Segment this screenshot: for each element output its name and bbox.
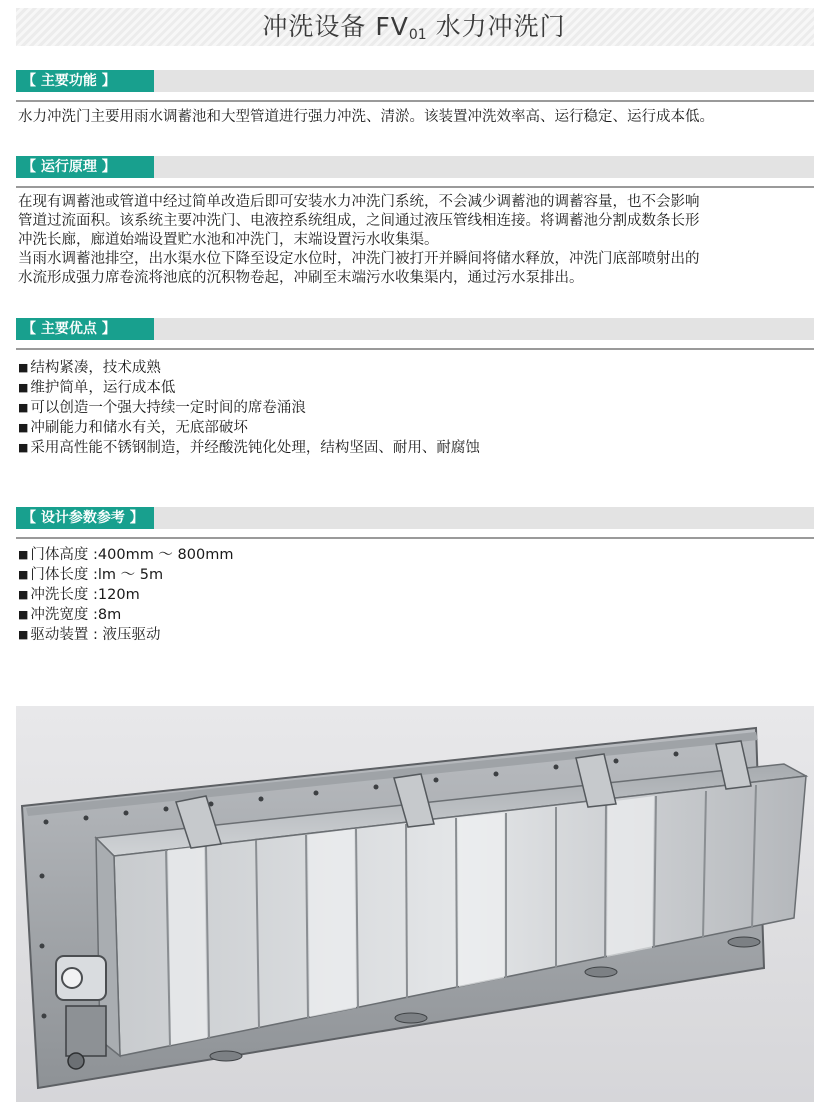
section-tag-function: 【 主要功能 】	[16, 70, 154, 92]
section-header-advantages	[16, 318, 814, 340]
function-text: 水力冲洗门主要用雨水调蓄池和大型管道进行强力冲洗、清淤。该装置冲洗效率高、运行稳定、运行成本低。	[18, 109, 714, 125]
params-list	[18, 545, 233, 645]
section-divider	[16, 186, 814, 188]
section-header-params	[16, 507, 814, 529]
list-item: ■ 结构紧凑，技术成熟	[18, 358, 480, 378]
principle-line: 冲洗长廊，廊道始端设置贮水池和冲洗门，末端设置污水收集渠。	[18, 232, 439, 248]
list-item: ■ 冲刷能力和储水有关，无底部破坏	[18, 418, 480, 438]
advantages-list	[18, 358, 480, 458]
list-item: ■ 冲洗长度 :120m	[18, 585, 233, 605]
section-header-function	[16, 70, 814, 92]
flushing-gate-illustration	[16, 706, 814, 1102]
section-tag-principle: 【 运行原理 】	[16, 156, 154, 178]
section-tag-advantages: 【 主要优点 】	[16, 318, 154, 340]
section-tag-params: 【 设计参数参考 】	[16, 507, 154, 529]
section-divider	[16, 348, 814, 350]
principle-line: 当雨水调蓄池排空，出水渠水位下降至设定水位时，冲洗门被打开并瞬间将储水释放，冲洗门底部喷射出的	[18, 251, 700, 267]
principle-line: 水流形成强力席卷流将池底的沉积物卷起，冲刷至末端污水收集渠内，通过污水泵排出。	[18, 270, 584, 286]
principle-line: 在现有调蓄池或管道中经过简单改造后即可安装水力冲洗门系统，不会减少调蓄池的调蓄容量，也不会影响	[18, 194, 700, 210]
section-divider	[16, 100, 814, 102]
list-item: ■ 冲洗宽度 :8m	[18, 605, 233, 625]
principle-line: 管道过流面积。该系统主要冲洗门、电液控系统组成，之间通过液压管线相连接。将调蓄池分割成数条长形	[18, 213, 700, 229]
page-title: 冲洗设备 $FV_{01}$ 水力冲洗门	[262, 12, 566, 43]
list-item: ■ 门体高度 :400mm ～ 800mm	[18, 545, 233, 565]
section-divider	[16, 537, 814, 539]
list-item: ■ 门体长度 :lm ～ 5m	[18, 565, 233, 585]
principle-text	[18, 193, 818, 288]
list-item: ■ 驱动装置 : 液压驱动	[18, 625, 233, 645]
section-header-principle	[16, 156, 814, 178]
list-item: ■ 维护简单，运行成本低	[18, 378, 480, 398]
product-photo	[16, 706, 814, 1102]
list-item: ■ 可以创造一个强大持续一定时间的席卷涌浪	[18, 398, 480, 418]
list-item: ■ 采用高性能不锈钢制造，并经酸洗钝化处理，结构坚固、耐用、耐腐蚀	[18, 438, 480, 458]
